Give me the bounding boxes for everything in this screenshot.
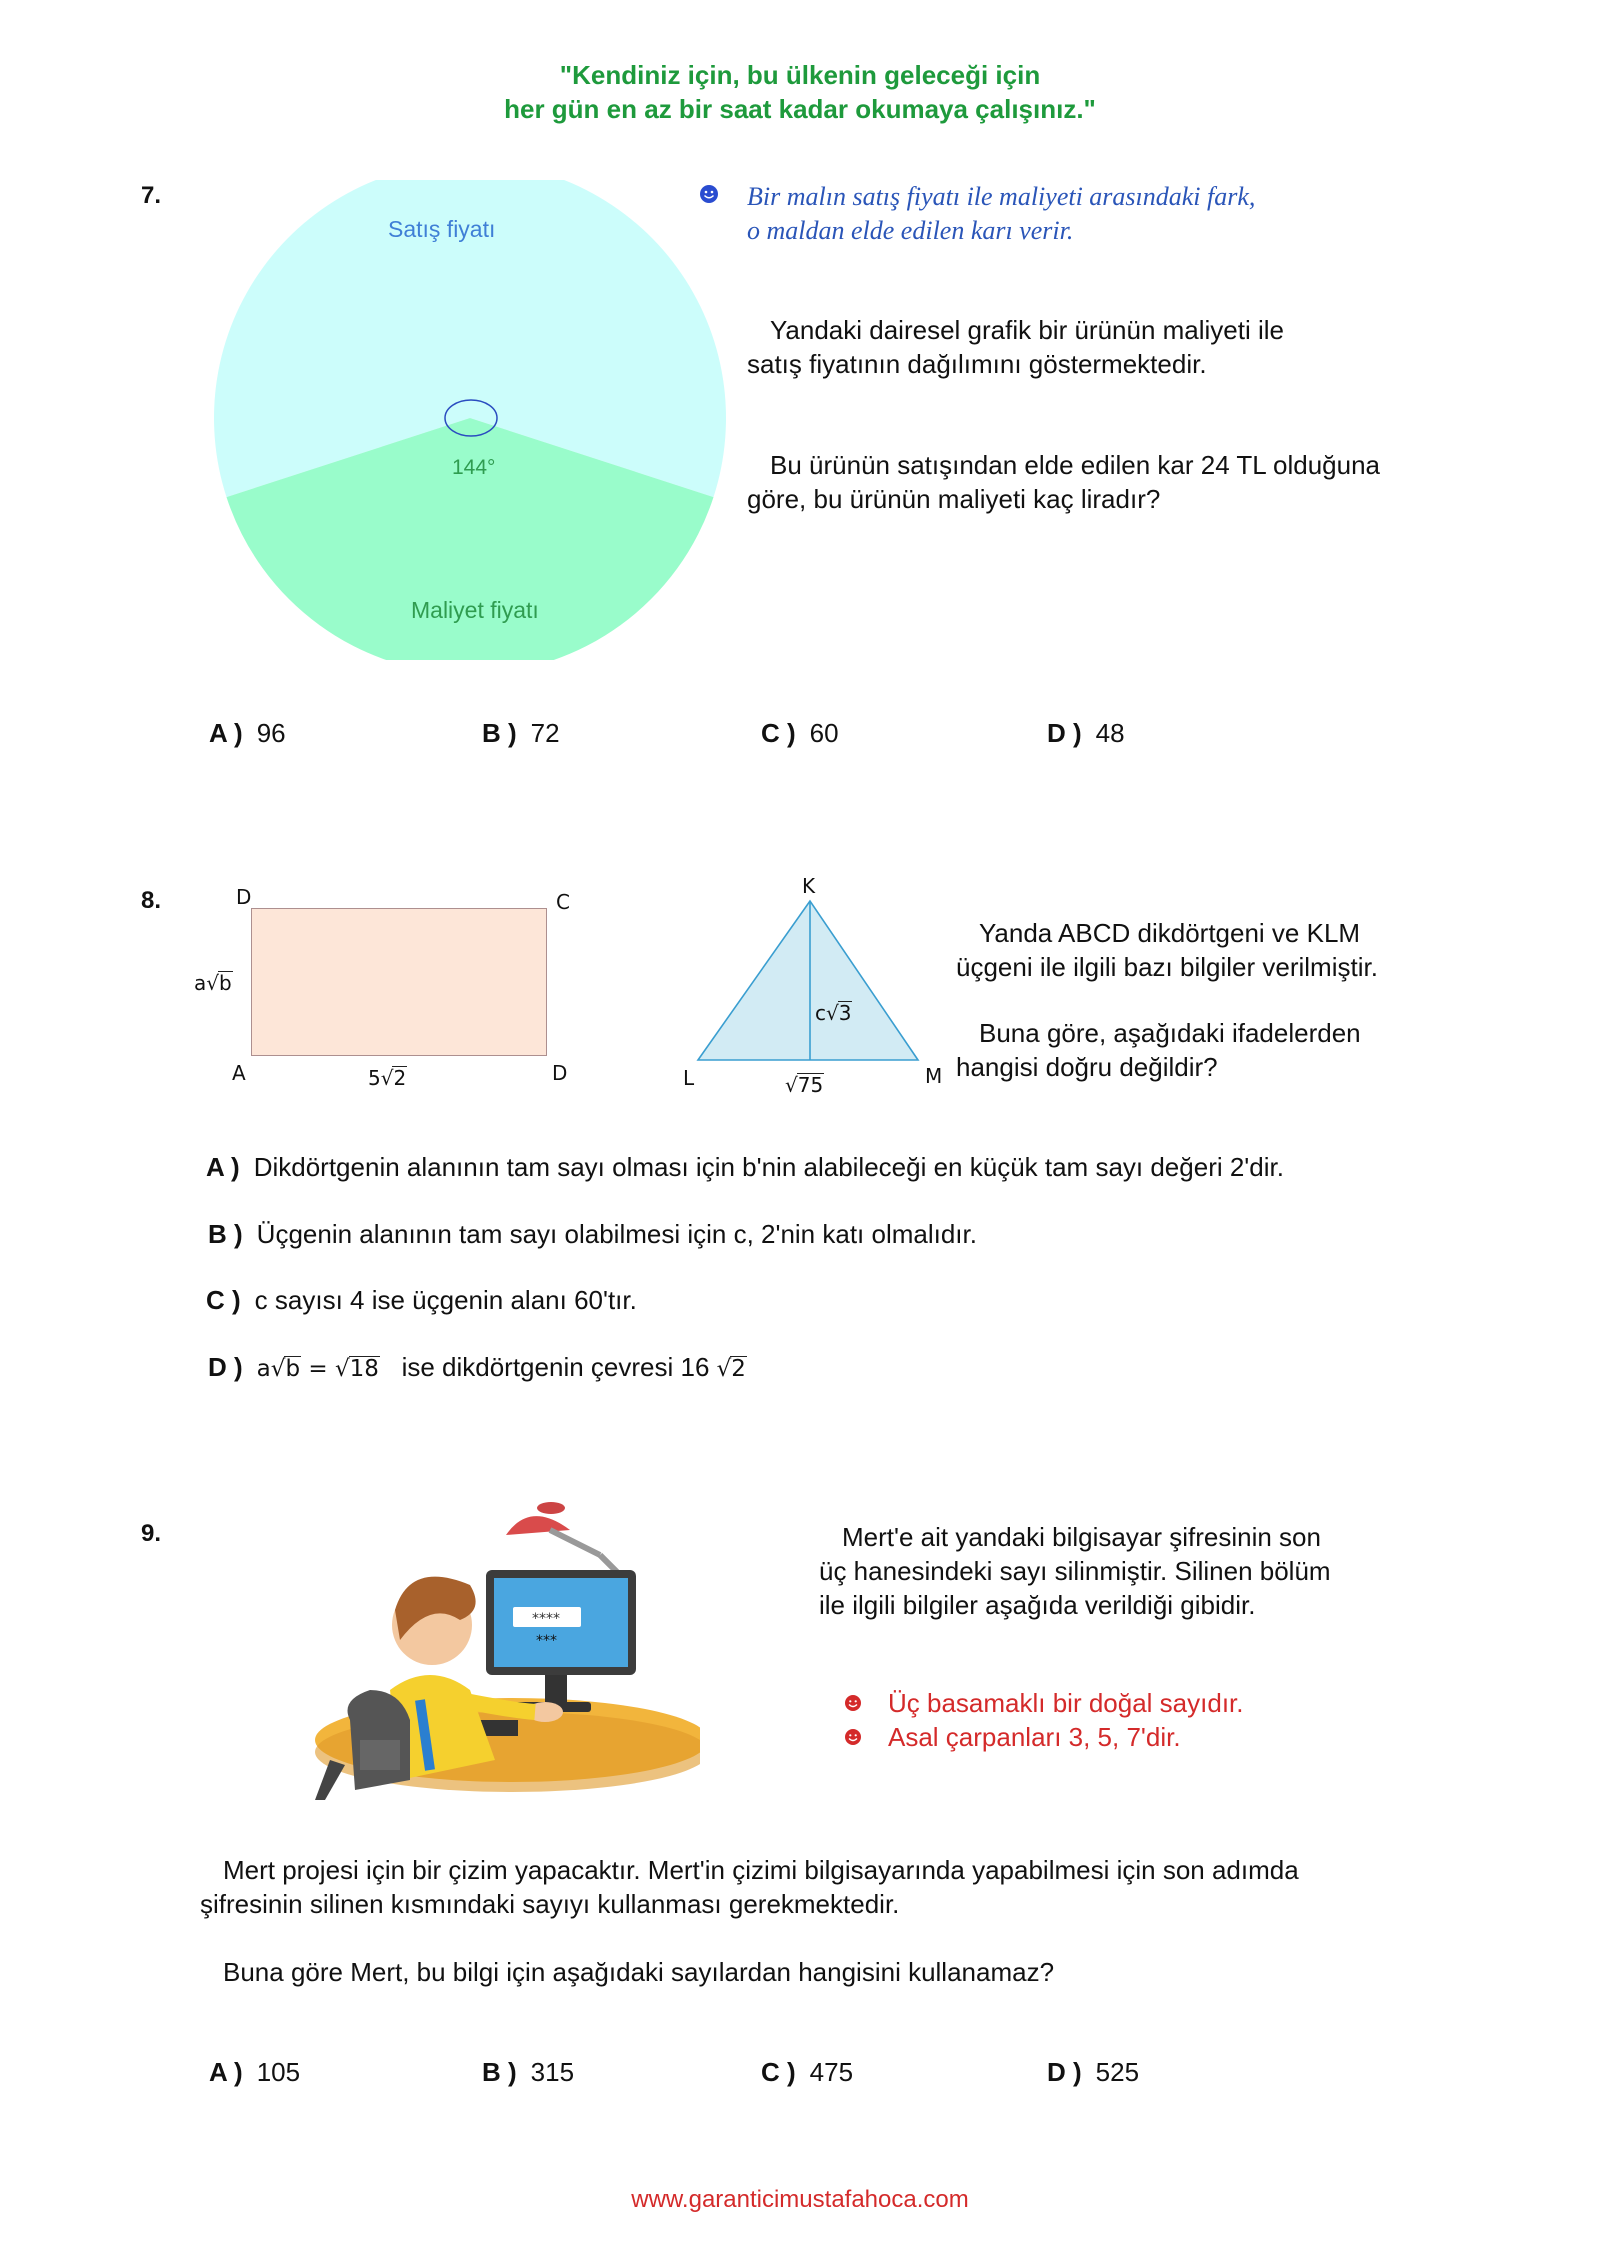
tri-label-left: L: [683, 1066, 695, 1090]
q9-bullet-2: Asal çarpanları 3, 5, 7'dir.: [888, 1722, 1181, 1752]
q9-text2-line-1: Mert projesi için bir çizim yapacaktır. Mert'in çizimi bilgisayarında yapabilmesi için son adımda: [223, 1855, 1299, 1885]
motto-line-1: "Kendiniz için, bu ülkenin geleceği için: [559, 60, 1041, 90]
q9-option-c[interactable]: C ) 475: [761, 2057, 854, 2087]
tri-label-right: M: [925, 1064, 943, 1088]
triangle-klm: [690, 895, 930, 1065]
q8-option-a[interactable]: A ) Dikdörtgenin alanının tam sayı olması için b'nin alabileceği en küçük tam sayı değeri 2'dir.: [206, 1152, 1284, 1182]
q7-option-b[interactable]: B ) 72: [482, 718, 560, 748]
q7-option-a[interactable]: A ) 96: [209, 718, 286, 748]
question-7-number: 7.: [141, 182, 162, 209]
footer-website-link[interactable]: www.garanticimustafahoca.com: [631, 2186, 969, 2213]
q7-text2-line-1: Bu ürünün satışından elde edilen kar 24 TL olduğuna: [770, 450, 1381, 480]
q8-text1-line-1: Yanda ABCD dikdörtgeni ve KLM: [979, 918, 1361, 948]
boy-at-computer-illustration: [290, 1490, 700, 1820]
q9-text1-line-2: üç hanesindeki sayı silinmiştir. Silinen bölüm: [819, 1556, 1331, 1586]
q9-bullet-1: Üç basamaklı bir doğal sayıdır.: [888, 1688, 1244, 1718]
pie-label-maliyet-fiyati: Maliyet fiyatı: [411, 597, 539, 623]
rectangle-abcd: [251, 908, 547, 1056]
rect-label-top-left: D: [236, 885, 252, 909]
tri-height-label: c√3: [815, 1001, 852, 1025]
q7-text1-line-2: satış fiyatının dağılımını göstermektedir.: [747, 349, 1207, 379]
pie-chart: [200, 180, 740, 660]
rect-label-bottom-left: A: [232, 1061, 246, 1085]
password-mask-2: ***: [536, 1633, 557, 1649]
q7-option-c[interactable]: C ) 60: [761, 718, 839, 748]
q7-option-d[interactable]: D ) 48: [1047, 718, 1125, 748]
q7-note-line-2: o maldan elde edilen karı verir.: [747, 216, 1074, 245]
q9-text2-line-2: şifresinin silinen kısmındaki sayıyı kullanması gerekmektedir.: [200, 1889, 900, 1919]
tri-label-top: K: [802, 874, 816, 898]
q8-text2-line-2: hangisi doğru değildir?: [956, 1052, 1218, 1082]
q9-text3: Buna göre Mert, bu bilgi için aşağıdaki sayılardan hangisini kullanamaz?: [223, 1957, 1055, 1987]
q9-option-a[interactable]: A ) 105: [209, 2057, 301, 2087]
q8-text1-line-2: üçgeni ile ilgili bazı bilgiler verilmiştir.: [956, 952, 1378, 982]
rect-label-top-right: C: [556, 890, 570, 914]
q8-option-d[interactable]: D ) a√b = √18 ise dikdörtgenin çevresi 16 √2: [208, 1352, 746, 1382]
q7-text1-line-1: Yandaki dairesel grafik bir ürünün maliyeti ile: [770, 315, 1284, 345]
q9-option-b[interactable]: B ) 315: [482, 2057, 575, 2087]
rect-base-label: 5√2: [368, 1066, 407, 1090]
rect-label-bottom-right: D: [552, 1061, 568, 1085]
q7-note-line-1: Bir malın satış fiyatı ile maliyeti arasındaki fark,: [747, 182, 1256, 211]
tri-base-label: √75: [785, 1073, 824, 1097]
q8-option-b[interactable]: B ) Üçgenin alanının tam sayı olabilmesi için c, 2'nin katı olmalıdır.: [208, 1219, 977, 1249]
motto-line-2: her gün en az bir saat kadar okumaya çalışınız.": [504, 94, 1096, 124]
question-8-number: 8.: [141, 887, 162, 914]
q9-option-d[interactable]: D ) 525: [1047, 2057, 1140, 2087]
rect-side-label: a√b: [194, 971, 232, 995]
pie-angle-label: 144°: [452, 456, 496, 479]
question-9-number: 9.: [141, 1520, 162, 1547]
password-mask-1: ****: [532, 1611, 560, 1627]
q7-text2-line-2: göre, bu ürünün maliyeti kaç liradır?: [747, 484, 1161, 514]
q9-text1-line-1: Mert'e ait yandaki bilgisayar şifresinin son: [842, 1522, 1321, 1552]
pie-label-satis-fiyati: Satış fiyatı: [388, 216, 496, 242]
q8-text2-line-1: Buna göre, aşağıdaki ifadelerden: [979, 1018, 1361, 1048]
red-smiley-icon-2: [842, 1726, 864, 1748]
red-smiley-icon-1: [842, 1692, 864, 1714]
q9-text1-line-3: ile ilgili bilgiler aşağıda verildiği gibidir.: [819, 1590, 1256, 1620]
q8-option-c[interactable]: C ) c sayısı 4 ise üçgenin alanı 60'tır.: [206, 1285, 637, 1315]
smiley-icon: [697, 182, 721, 206]
